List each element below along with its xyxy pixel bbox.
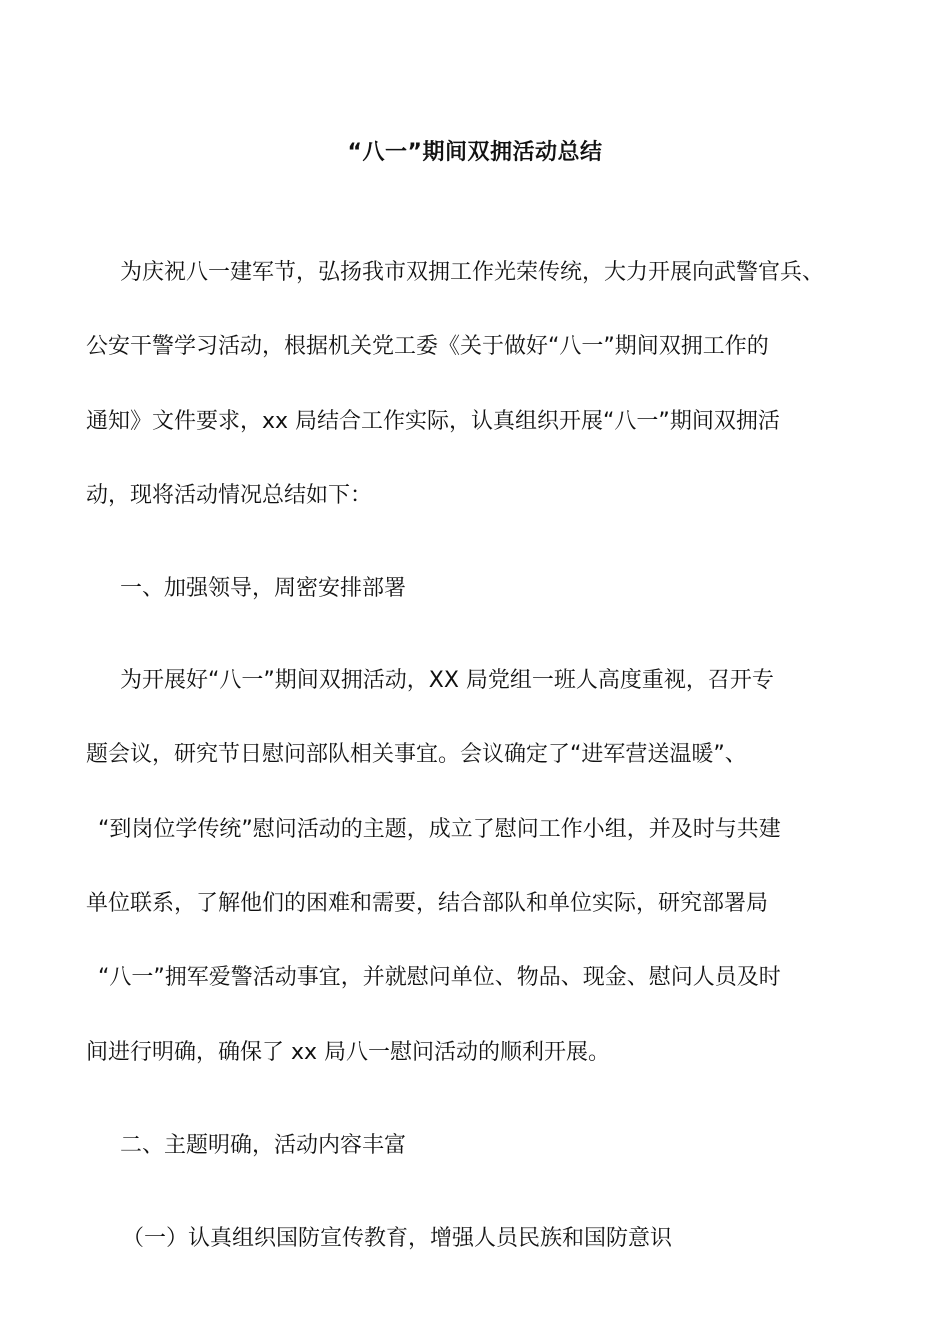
paragraph-line: 间进行明确，确保了 xx 局八一慰问活动的顺利开展。: [86, 1040, 611, 1065]
section-heading: 一、加强领导，周密安排部署: [120, 576, 407, 601]
paragraph-line: 题会议，研究节日慰问部队相关事宜。会议确定了“进军营送温暖”、: [86, 742, 747, 767]
paragraph-line: 单位联系，了解他们的困难和需要，结合部队和单位实际，研究部署局: [86, 891, 769, 916]
paragraph-line: “八一”拥军爱警活动事宜，并就慰问单位、物品、现金、慰问人员及时: [98, 965, 781, 990]
subsection-heading: （一）认真组织国防宣传教育，增强人员民族和国防意识: [122, 1226, 673, 1251]
paragraph-line: “到岗位学传统”慰问活动的主题，成立了慰问工作小组，并及时与共建: [98, 817, 781, 842]
paragraph-line: 公安干警学习活动，根据机关党工委《关于做好“八一”期间双拥工作的: [86, 334, 769, 359]
paragraph-line: 通知》文件要求，xx 局结合工作实际，认真组织开展“八一”期间双拥活: [86, 409, 780, 434]
paragraph-line: 为庆祝八一建军节，弘扬我市双拥工作光荣传统，大力开展向武警官兵、: [120, 260, 825, 285]
paragraph-line: 动，现将活动情况总结如下：: [86, 483, 373, 508]
section-heading: 二、主题明确，活动内容丰富: [120, 1133, 407, 1158]
paragraph-line: 为开展好“八一”期间双拥活动，XX 局党组一班人高度重视，召开专: [120, 668, 774, 693]
document-title: “八一”期间双拥活动总结: [347, 140, 603, 165]
